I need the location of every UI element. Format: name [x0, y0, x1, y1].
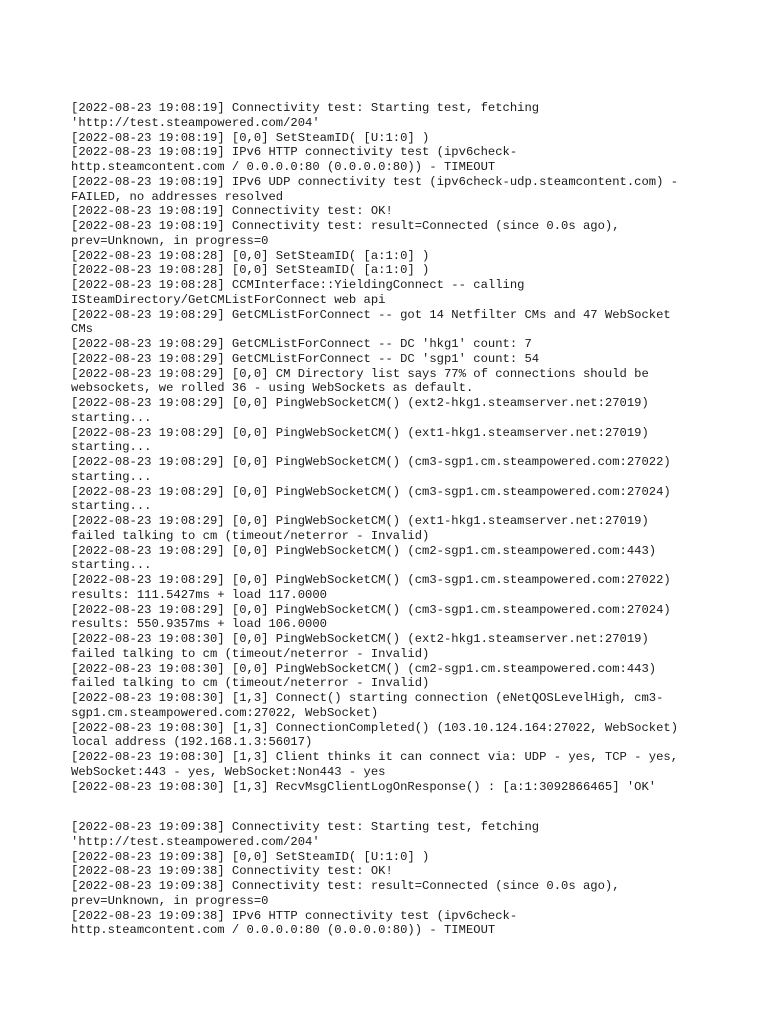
log-line: [2022-08-23 19:09:38] Connectivity test: Starting test, fetching [71, 820, 540, 834]
log-session-2 [71, 820, 711, 938]
log-line: [2022-08-23 19:08:30] [0,0] PingWebSocketCM() (ext2-hkg1.steamserver.net:27019) [71, 632, 649, 646]
log-line: WebSocket:443 - yes, WebSocket:Non443 - yes [71, 764, 386, 779]
log-line: 'http://test.steampowered.com/204' [71, 115, 320, 130]
log-line: [2022-08-23 19:09:38] Connectivity test: OK! [71, 864, 393, 879]
log-line: [2022-08-23 19:08:30] [1,3] ConnectionCompleted() (103.10.124.164:27022, WebSocket) [71, 720, 679, 735]
log-line: http.steamcontent.com / 0.0.0.0:80 (0.0.0.0:80)) - TIMEOUT [71, 923, 496, 938]
log-line: failed talking to cm (timeout/neterror - Invalid) [71, 676, 430, 691]
log-line: 'http://test.steampowered.com/204' [71, 834, 320, 849]
log-line: ISteamDirectory/GetCMListForConnect web api [71, 292, 386, 307]
log-line: [2022-08-23 19:08:19] Connectivity test: Starting test, fetching [71, 101, 540, 115]
log-line: [2022-08-23 19:08:29] [0,0] PingWebSocketCM() (ext1-hkg1.steamserver.net:27019) [71, 514, 649, 528]
log-line: [2022-08-23 19:08:19] Connectivity test: result=Connected (since 0.0s ago), [71, 219, 620, 233]
log-line: results: 111.5427ms + load 117.0000 [71, 587, 327, 602]
log-line: [2022-08-23 19:08:19] IPv6 UDP connectivity test (ipv6check-udp.steamcontent.com) - [71, 174, 679, 189]
log-line: [2022-08-23 19:08:30] [0,0] PingWebSocketCM() (cm2-sgp1.cm.steampowered.com:443) [71, 661, 657, 676]
log-line: [2022-08-23 19:08:29] [0,0] PingWebSocketCM() (cm3-sgp1.cm.steampowered.com:27022) [71, 455, 671, 469]
log-line: starting... [71, 558, 152, 573]
log-line: starting... [71, 499, 152, 514]
log-line: [2022-08-23 19:08:30] [1,3] Client thinks it can connect via: UDP - yes, TCP - yes, [71, 750, 679, 764]
log-line: [2022-08-23 19:08:29] [0,0] PingWebSocketCM() (ext1-hkg1.steamserver.net:27019) [71, 425, 649, 440]
log-line: websockets, we rolled 36 - using WebSockets as default. [71, 381, 474, 396]
log-line: [2022-08-23 19:09:38] Connectivity test: result=Connected (since 0.0s ago), [71, 879, 620, 893]
log-line: failed talking to cm (timeout/neterror - Invalid) [71, 646, 430, 661]
log-line: FAILED, no addresses resolved [71, 189, 284, 204]
log-session-1 [71, 101, 711, 794]
log-line: prev=Unknown, in progress=0 [71, 893, 269, 908]
log-line: [2022-08-23 19:08:28] CCMInterface::YieldingConnect -- calling [71, 278, 525, 292]
log-line: http.steamcontent.com / 0.0.0.0:80 (0.0.0.0:80)) - TIMEOUT [71, 160, 496, 174]
log-line: [2022-08-23 19:08:29] GetCMListForConnect -- DC 'sgp1' count: 54 [71, 351, 540, 366]
log-line: failed talking to cm (timeout/neterror - Invalid) [71, 528, 430, 543]
log-line: [2022-08-23 19:08:29] GetCMListForConnect -- DC 'hkg1' count: 7 [71, 337, 532, 351]
log-line: [2022-08-23 19:08:29] GetCMListForConnect -- got 14 Netfilter CMs and 47 WebSocket [71, 307, 671, 322]
log-line: [2022-08-23 19:08:19] [0,0] SetSteamID( [U:1:0] ) [71, 130, 430, 145]
log-line: [2022-08-23 19:08:29] [0,0] PingWebSocketCM() (cm3-sgp1.cm.steampowered.com:27024) [71, 602, 671, 617]
log-line: [2022-08-23 19:08:29] [0,0] PingWebSocketCM() (cm2-sgp1.cm.steampowered.com:443) [71, 543, 657, 558]
log-line: [2022-08-23 19:08:29] [0,0] PingWebSocketCM() (ext2-hkg1.steamserver.net:27019) [71, 396, 649, 410]
log-line: starting... [71, 469, 152, 484]
log-line: prev=Unknown, in progress=0 [71, 233, 269, 248]
log-line: [2022-08-23 19:09:38] IPv6 HTTP connectivity test (ipv6check- [71, 908, 518, 923]
log-line: results: 550.9357ms + load 106.0000 [71, 617, 327, 632]
log-line: [2022-08-23 19:08:19] IPv6 HTTP connectivity test (ipv6check- [71, 145, 518, 160]
log-line: [2022-08-23 19:08:30] [1,3] RecvMsgClientLogOnResponse() : [a:1:3092866465] 'OK' [71, 779, 657, 794]
log-line: local address (192.168.1.3:56017) [71, 735, 313, 750]
log-line: [2022-08-23 19:09:38] [0,0] SetSteamID( [U:1:0] ) [71, 849, 430, 864]
log-line: [2022-08-23 19:08:29] [0,0] PingWebSocketCM() (cm3-sgp1.cm.steampowered.com:27024) [71, 484, 671, 499]
log-line: [2022-08-23 19:08:28] [0,0] SetSteamID( [a:1:0] ) [71, 248, 430, 263]
log-line: sgp1.cm.steampowered.com:27022, WebSocket) [71, 705, 379, 720]
log-line: CMs [71, 322, 93, 337]
log-line: starting... [71, 410, 152, 425]
log-line: [2022-08-23 19:08:30] [1,3] Connect() starting connection (eNetQOSLevelHigh, cm3- [71, 691, 664, 705]
log-line: starting... [71, 440, 152, 455]
log-line: [2022-08-23 19:08:19] Connectivity test: OK! [71, 204, 393, 219]
log-line: [2022-08-23 19:08:28] [0,0] SetSteamID( [a:1:0] ) [71, 263, 430, 278]
log-line: [2022-08-23 19:08:29] [0,0] CM Directory list says 77% of connections should be [71, 366, 649, 381]
log-line: [2022-08-23 19:08:29] [0,0] PingWebSocketCM() (cm3-sgp1.cm.steampowered.com:27022) [71, 573, 671, 587]
